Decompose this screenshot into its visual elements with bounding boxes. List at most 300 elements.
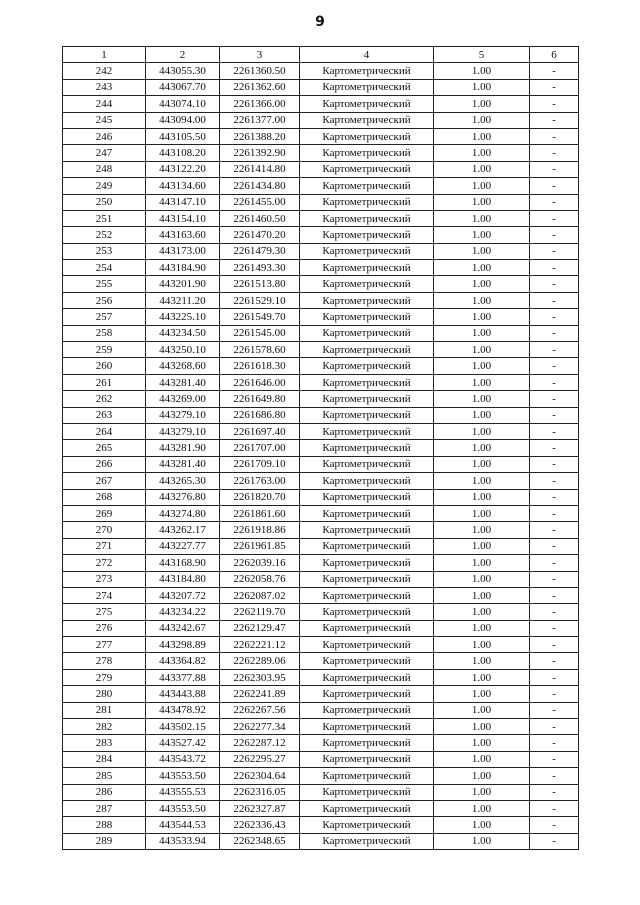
x-coordinate-cell: 443134.60	[146, 178, 220, 194]
note-cell: -	[530, 243, 579, 259]
x-coordinate-cell: 443478.92	[146, 702, 220, 718]
table-row	[63, 325, 579, 341]
y-coordinate-cell: 2262304.64	[220, 768, 300, 784]
point-number-cell: 268	[63, 489, 146, 505]
y-coordinate-cell: 2261362.60	[220, 79, 300, 95]
x-coordinate-cell: 443154.10	[146, 210, 220, 226]
accuracy-cell: 1.00	[434, 79, 530, 95]
accuracy-cell: 1.00	[434, 686, 530, 702]
note-cell: -	[530, 719, 579, 735]
method-cell: Картометрический	[300, 768, 434, 784]
method-cell: Картометрический	[300, 571, 434, 587]
point-number-cell: 254	[63, 260, 146, 276]
note-cell: -	[530, 161, 579, 177]
method-cell: Картометрический	[300, 817, 434, 833]
point-number-cell: 247	[63, 145, 146, 161]
accuracy-cell: 1.00	[434, 538, 530, 554]
x-coordinate-cell: 443543.72	[146, 751, 220, 767]
accuracy-cell: 1.00	[434, 227, 530, 243]
method-cell: Картометрический	[300, 440, 434, 456]
method-cell: Картометрический	[300, 227, 434, 243]
point-number-cell: 275	[63, 604, 146, 620]
table-row	[63, 79, 579, 95]
table-row	[63, 63, 579, 79]
note-cell: -	[530, 391, 579, 407]
x-coordinate-cell: 443227.77	[146, 538, 220, 554]
y-coordinate-cell: 2262287.12	[220, 735, 300, 751]
point-number-cell: 276	[63, 620, 146, 636]
note-cell: -	[530, 325, 579, 341]
point-number-cell: 267	[63, 473, 146, 489]
accuracy-cell: 1.00	[434, 456, 530, 472]
x-coordinate-cell: 443242.67	[146, 620, 220, 636]
y-coordinate-cell: 2261434.80	[220, 178, 300, 194]
x-coordinate-cell: 443211.20	[146, 292, 220, 308]
method-cell: Картометрический	[300, 342, 434, 358]
note-cell: -	[530, 833, 579, 849]
method-cell: Картометрический	[300, 637, 434, 653]
point-number-cell: 255	[63, 276, 146, 292]
method-cell: Картометрический	[300, 210, 434, 226]
point-number-cell: 289	[63, 833, 146, 849]
accuracy-cell: 1.00	[434, 587, 530, 603]
y-coordinate-cell: 2261707.00	[220, 440, 300, 456]
point-number-cell: 272	[63, 555, 146, 571]
accuracy-cell: 1.00	[434, 128, 530, 144]
table-row	[63, 489, 579, 505]
table-row	[63, 637, 579, 653]
method-cell: Картометрический	[300, 604, 434, 620]
y-coordinate-cell: 2261493.30	[220, 260, 300, 276]
point-number-cell: 252	[63, 227, 146, 243]
note-cell: -	[530, 571, 579, 587]
accuracy-cell: 1.00	[434, 735, 530, 751]
y-coordinate-cell: 2261392.90	[220, 145, 300, 161]
accuracy-cell: 1.00	[434, 489, 530, 505]
x-coordinate-cell: 443281.90	[146, 440, 220, 456]
x-coordinate-cell: 443265.30	[146, 473, 220, 489]
method-cell: Картометрический	[300, 686, 434, 702]
note-cell: -	[530, 63, 579, 79]
accuracy-cell: 1.00	[434, 112, 530, 128]
x-coordinate-cell: 443108.20	[146, 145, 220, 161]
accuracy-cell: 1.00	[434, 358, 530, 374]
table-row	[63, 423, 579, 439]
point-number-cell: 251	[63, 210, 146, 226]
x-coordinate-cell: 443122.20	[146, 161, 220, 177]
accuracy-cell: 1.00	[434, 702, 530, 718]
y-coordinate-cell: 2261578.60	[220, 342, 300, 358]
table-row	[63, 440, 579, 456]
table-row	[63, 702, 579, 718]
point-number-cell: 248	[63, 161, 146, 177]
accuracy-cell: 1.00	[434, 194, 530, 210]
x-coordinate-cell: 443173.00	[146, 243, 220, 259]
accuracy-cell: 1.00	[434, 473, 530, 489]
x-coordinate-cell: 443281.40	[146, 456, 220, 472]
y-coordinate-cell: 2261545.00	[220, 325, 300, 341]
y-coordinate-cell: 2262267.56	[220, 702, 300, 718]
y-coordinate-cell: 2261513.80	[220, 276, 300, 292]
note-cell: -	[530, 702, 579, 718]
point-number-cell: 265	[63, 440, 146, 456]
point-number-cell: 273	[63, 571, 146, 587]
point-number-cell: 259	[63, 342, 146, 358]
point-number-cell: 266	[63, 456, 146, 472]
note-cell: -	[530, 292, 579, 308]
note-cell: -	[530, 423, 579, 439]
note-cell: -	[530, 210, 579, 226]
method-cell: Картометрический	[300, 669, 434, 685]
y-coordinate-cell: 2261961.85	[220, 538, 300, 554]
method-cell: Картометрический	[300, 276, 434, 292]
accuracy-cell: 1.00	[434, 178, 530, 194]
table-row	[63, 620, 579, 636]
point-number-cell: 279	[63, 669, 146, 685]
x-coordinate-cell: 443502.15	[146, 719, 220, 735]
note-cell: -	[530, 555, 579, 571]
method-cell: Картометрический	[300, 145, 434, 161]
point-number-cell: 253	[63, 243, 146, 259]
note-cell: -	[530, 374, 579, 390]
note-cell: -	[530, 178, 579, 194]
y-coordinate-cell: 2262039.16	[220, 555, 300, 571]
table-row	[63, 768, 579, 784]
accuracy-cell: 1.00	[434, 145, 530, 161]
note-cell: -	[530, 112, 579, 128]
y-coordinate-cell: 2261861.60	[220, 505, 300, 521]
y-coordinate-cell: 2261377.00	[220, 112, 300, 128]
note-cell: -	[530, 489, 579, 505]
x-coordinate-cell: 443234.22	[146, 604, 220, 620]
note-cell: -	[530, 522, 579, 538]
note-cell: -	[530, 817, 579, 833]
accuracy-cell: 1.00	[434, 620, 530, 636]
note-cell: -	[530, 473, 579, 489]
table-row	[63, 96, 579, 112]
table-row	[63, 505, 579, 521]
accuracy-cell: 1.00	[434, 719, 530, 735]
point-number-cell: 280	[63, 686, 146, 702]
point-number-cell: 282	[63, 719, 146, 735]
y-coordinate-cell: 2262336.43	[220, 817, 300, 833]
x-coordinate-cell: 443067.70	[146, 79, 220, 95]
accuracy-cell: 1.00	[434, 342, 530, 358]
y-coordinate-cell: 2261388.20	[220, 128, 300, 144]
accuracy-cell: 1.00	[434, 96, 530, 112]
x-coordinate-cell: 443225.10	[146, 309, 220, 325]
method-cell: Картометрический	[300, 178, 434, 194]
table-header-row	[63, 47, 579, 63]
x-coordinate-cell: 443555.53	[146, 784, 220, 800]
method-cell: Картометрический	[300, 702, 434, 718]
note-cell: -	[530, 505, 579, 521]
note-cell: -	[530, 194, 579, 210]
column-header: 5	[434, 47, 530, 63]
note-cell: -	[530, 604, 579, 620]
method-cell: Картометрический	[300, 653, 434, 669]
point-number-cell: 258	[63, 325, 146, 341]
point-number-cell: 285	[63, 768, 146, 784]
y-coordinate-cell: 2261646.00	[220, 374, 300, 390]
y-coordinate-cell: 2262221.12	[220, 637, 300, 653]
note-cell: -	[530, 637, 579, 653]
accuracy-cell: 1.00	[434, 505, 530, 521]
note-cell: -	[530, 784, 579, 800]
y-coordinate-cell: 2261479.30	[220, 243, 300, 259]
point-number-cell: 274	[63, 587, 146, 603]
table-row	[63, 784, 579, 800]
x-coordinate-cell: 443268.60	[146, 358, 220, 374]
method-cell: Картометрический	[300, 735, 434, 751]
table-body	[63, 63, 579, 850]
point-number-cell: 256	[63, 292, 146, 308]
x-coordinate-cell: 443553.50	[146, 768, 220, 784]
accuracy-cell: 1.00	[434, 391, 530, 407]
table-row	[63, 587, 579, 603]
note-cell: -	[530, 276, 579, 292]
note-cell: -	[530, 735, 579, 751]
note-cell: -	[530, 128, 579, 144]
point-number-cell: 271	[63, 538, 146, 554]
note-cell: -	[530, 620, 579, 636]
accuracy-cell: 1.00	[434, 440, 530, 456]
point-number-cell: 288	[63, 817, 146, 833]
y-coordinate-cell: 2262348.65	[220, 833, 300, 849]
y-coordinate-cell: 2262087.02	[220, 587, 300, 603]
table-row	[63, 194, 579, 210]
table-row	[63, 210, 579, 226]
y-coordinate-cell: 2261820.70	[220, 489, 300, 505]
table-row	[63, 522, 579, 538]
accuracy-cell: 1.00	[434, 800, 530, 816]
method-cell: Картометрический	[300, 407, 434, 423]
column-header: 1	[63, 47, 146, 63]
method-cell: Картометрический	[300, 719, 434, 735]
method-cell: Картометрический	[300, 833, 434, 849]
table-row	[63, 309, 579, 325]
x-coordinate-cell: 443250.10	[146, 342, 220, 358]
accuracy-cell: 1.00	[434, 522, 530, 538]
method-cell: Картометрический	[300, 620, 434, 636]
x-coordinate-cell: 443279.10	[146, 407, 220, 423]
accuracy-cell: 1.00	[434, 407, 530, 423]
note-cell: -	[530, 96, 579, 112]
table-row	[63, 735, 579, 751]
point-number-cell: 264	[63, 423, 146, 439]
x-coordinate-cell: 443055.30	[146, 63, 220, 79]
table-row	[63, 473, 579, 489]
y-coordinate-cell: 2262295.27	[220, 751, 300, 767]
note-cell: -	[530, 538, 579, 554]
table-row	[63, 178, 579, 194]
accuracy-cell: 1.00	[434, 571, 530, 587]
x-coordinate-cell: 443443.88	[146, 686, 220, 702]
method-cell: Картометрический	[300, 325, 434, 341]
method-cell: Картометрический	[300, 391, 434, 407]
method-cell: Картометрический	[300, 243, 434, 259]
x-coordinate-cell: 443544.53	[146, 817, 220, 833]
y-coordinate-cell: 2261360.50	[220, 63, 300, 79]
y-coordinate-cell: 2262277.34	[220, 719, 300, 735]
method-cell: Картометрический	[300, 522, 434, 538]
note-cell: -	[530, 653, 579, 669]
note-cell: -	[530, 587, 579, 603]
method-cell: Картометрический	[300, 194, 434, 210]
table-row	[63, 653, 579, 669]
note-cell: -	[530, 800, 579, 816]
x-coordinate-cell: 443105.50	[146, 128, 220, 144]
y-coordinate-cell: 2261529.10	[220, 292, 300, 308]
note-cell: -	[530, 669, 579, 685]
table-row	[63, 686, 579, 702]
accuracy-cell: 1.00	[434, 292, 530, 308]
method-cell: Картометрический	[300, 538, 434, 554]
coordinates-table	[62, 46, 579, 850]
x-coordinate-cell: 443074.10	[146, 96, 220, 112]
y-coordinate-cell: 2261618.30	[220, 358, 300, 374]
point-number-cell: 286	[63, 784, 146, 800]
point-number-cell: 260	[63, 358, 146, 374]
table-row	[63, 374, 579, 390]
method-cell: Картометрический	[300, 505, 434, 521]
y-coordinate-cell: 2261918.86	[220, 522, 300, 538]
x-coordinate-cell: 443553.50	[146, 800, 220, 816]
note-cell: -	[530, 768, 579, 784]
x-coordinate-cell: 443262.17	[146, 522, 220, 538]
table-row	[63, 751, 579, 767]
accuracy-cell: 1.00	[434, 833, 530, 849]
table-row	[63, 342, 579, 358]
column-header: 4	[300, 47, 434, 63]
table-row	[63, 669, 579, 685]
point-number-cell: 278	[63, 653, 146, 669]
note-cell: -	[530, 227, 579, 243]
method-cell: Картометрический	[300, 456, 434, 472]
x-coordinate-cell: 443094.00	[146, 112, 220, 128]
table-row	[63, 833, 579, 849]
accuracy-cell: 1.00	[434, 555, 530, 571]
y-coordinate-cell: 2262327.87	[220, 800, 300, 816]
point-number-cell: 269	[63, 505, 146, 521]
x-coordinate-cell: 443184.90	[146, 260, 220, 276]
x-coordinate-cell: 443163.60	[146, 227, 220, 243]
accuracy-cell: 1.00	[434, 751, 530, 767]
point-number-cell: 246	[63, 128, 146, 144]
note-cell: -	[530, 751, 579, 767]
table-row	[63, 571, 579, 587]
x-coordinate-cell: 443274.80	[146, 505, 220, 521]
method-cell: Картометрический	[300, 751, 434, 767]
method-cell: Картометрический	[300, 800, 434, 816]
y-coordinate-cell: 2262129.47	[220, 620, 300, 636]
point-number-cell: 250	[63, 194, 146, 210]
y-coordinate-cell: 2261470.20	[220, 227, 300, 243]
method-cell: Картометрический	[300, 784, 434, 800]
page-number: 9	[315, 14, 325, 30]
method-cell: Картометрический	[300, 260, 434, 276]
point-number-cell: 249	[63, 178, 146, 194]
point-number-cell: 244	[63, 96, 146, 112]
column-header: 2	[146, 47, 220, 63]
x-coordinate-cell: 443298.89	[146, 637, 220, 653]
point-number-cell: 261	[63, 374, 146, 390]
x-coordinate-cell: 443234.50	[146, 325, 220, 341]
note-cell: -	[530, 342, 579, 358]
accuracy-cell: 1.00	[434, 260, 530, 276]
method-cell: Картометрический	[300, 555, 434, 571]
x-coordinate-cell: 443207.72	[146, 587, 220, 603]
accuracy-cell: 1.00	[434, 784, 530, 800]
y-coordinate-cell: 2262241.89	[220, 686, 300, 702]
x-coordinate-cell: 443201.90	[146, 276, 220, 292]
table-row	[63, 817, 579, 833]
y-coordinate-cell: 2261709.10	[220, 456, 300, 472]
accuracy-cell: 1.00	[434, 817, 530, 833]
accuracy-cell: 1.00	[434, 325, 530, 341]
note-cell: -	[530, 440, 579, 456]
table-row	[63, 555, 579, 571]
accuracy-cell: 1.00	[434, 669, 530, 685]
point-number-cell: 281	[63, 702, 146, 718]
x-coordinate-cell: 443527.42	[146, 735, 220, 751]
note-cell: -	[530, 79, 579, 95]
table-row	[63, 227, 579, 243]
y-coordinate-cell: 2261414.80	[220, 161, 300, 177]
y-coordinate-cell: 2261455.00	[220, 194, 300, 210]
x-coordinate-cell: 443377.88	[146, 669, 220, 685]
y-coordinate-cell: 2261366.00	[220, 96, 300, 112]
note-cell: -	[530, 358, 579, 374]
point-number-cell: 287	[63, 800, 146, 816]
y-coordinate-cell: 2261460.50	[220, 210, 300, 226]
table-row	[63, 276, 579, 292]
method-cell: Картометрический	[300, 292, 434, 308]
method-cell: Картометрический	[300, 358, 434, 374]
table-row	[63, 604, 579, 620]
accuracy-cell: 1.00	[434, 309, 530, 325]
accuracy-cell: 1.00	[434, 161, 530, 177]
accuracy-cell: 1.00	[434, 604, 530, 620]
table-row	[63, 407, 579, 423]
table-row	[63, 243, 579, 259]
table-row	[63, 260, 579, 276]
x-coordinate-cell: 443168.90	[146, 555, 220, 571]
accuracy-cell: 1.00	[434, 243, 530, 259]
accuracy-cell: 1.00	[434, 653, 530, 669]
method-cell: Картометрический	[300, 587, 434, 603]
table-row	[63, 391, 579, 407]
x-coordinate-cell: 443279.10	[146, 423, 220, 439]
accuracy-cell: 1.00	[434, 768, 530, 784]
point-number-cell: 262	[63, 391, 146, 407]
point-number-cell: 245	[63, 112, 146, 128]
x-coordinate-cell: 443147.10	[146, 194, 220, 210]
x-coordinate-cell: 443364.82	[146, 653, 220, 669]
note-cell: -	[530, 309, 579, 325]
point-number-cell: 242	[63, 63, 146, 79]
accuracy-cell: 1.00	[434, 210, 530, 226]
method-cell: Картометрический	[300, 423, 434, 439]
y-coordinate-cell: 2261763.00	[220, 473, 300, 489]
accuracy-cell: 1.00	[434, 374, 530, 390]
y-coordinate-cell: 2262303.95	[220, 669, 300, 685]
y-coordinate-cell: 2261549.70	[220, 309, 300, 325]
note-cell: -	[530, 456, 579, 472]
table-row	[63, 128, 579, 144]
table-row	[63, 538, 579, 554]
note-cell: -	[530, 686, 579, 702]
